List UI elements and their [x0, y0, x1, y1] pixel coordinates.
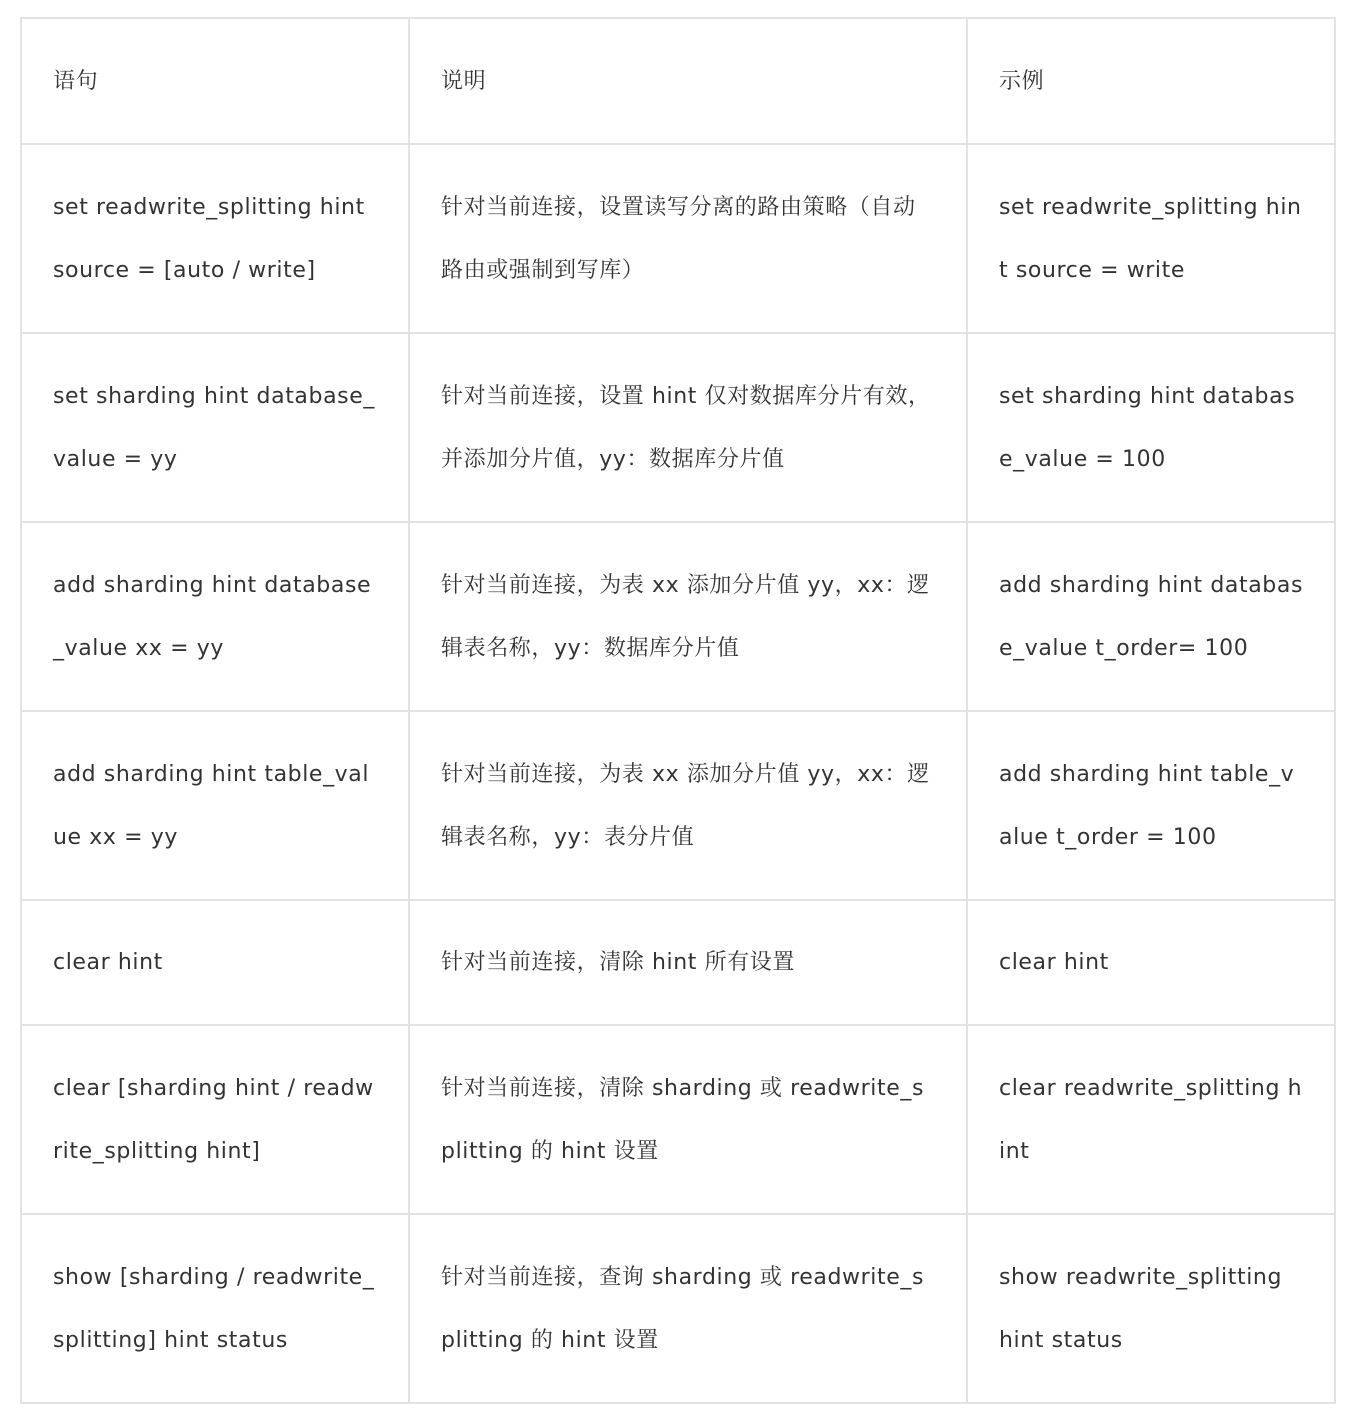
example-cell: clear readwrite_splitting hint [967, 1025, 1335, 1214]
hint-statement-table [20, 17, 1336, 1404]
table-row [21, 522, 1335, 711]
table-row [21, 1025, 1335, 1214]
statement-cell: add sharding hint table_value xx = yy [21, 711, 409, 900]
table-header-row [21, 18, 1335, 144]
table-row [21, 144, 1335, 333]
example-cell: clear hint [967, 900, 1335, 1025]
table-row [21, 1214, 1335, 1403]
statement-cell: show [sharding / readwrite_splitting] hint status [21, 1214, 409, 1403]
description-cell: 针对当前连接，查询 sharding 或 readwrite_splitting 的 hint 设置 [409, 1214, 967, 1403]
header-example: 示例 [967, 18, 1335, 144]
header-statement: 语句 [21, 18, 409, 144]
description-cell: 针对当前连接，设置读写分离的路由策略（自动路由或强制到写库） [409, 144, 967, 333]
statement-cell: clear hint [21, 900, 409, 1025]
statement-cell: add sharding hint database_value xx = yy [21, 522, 409, 711]
header-description: 说明 [409, 18, 967, 144]
description-cell: 针对当前连接，清除 hint 所有设置 [409, 900, 967, 1025]
description-cell: 针对当前连接，设置 hint 仅对数据库分片有效，并添加分片值，yy：数据库分片值 [409, 333, 967, 522]
example-cell: add sharding hint table_value t_order = 100 [967, 711, 1335, 900]
statement-cell: clear [sharding hint / readwrite_splitting hint] [21, 1025, 409, 1214]
example-cell: set sharding hint database_value = 100 [967, 333, 1335, 522]
description-cell: 针对当前连接，为表 xx 添加分片值 yy，xx：逻辑表名称，yy：表分片值 [409, 711, 967, 900]
table-row [21, 711, 1335, 900]
example-cell: show readwrite_splitting hint status [967, 1214, 1335, 1403]
example-cell: add sharding hint database_value t_order= 100 [967, 522, 1335, 711]
table-row [21, 900, 1335, 1025]
example-cell: set readwrite_splitting hint source = write [967, 144, 1335, 333]
description-cell: 针对当前连接，为表 xx 添加分片值 yy，xx：逻辑表名称，yy：数据库分片值 [409, 522, 967, 711]
description-cell: 针对当前连接，清除 sharding 或 readwrite_splitting 的 hint 设置 [409, 1025, 967, 1214]
table-row [21, 333, 1335, 522]
statement-cell: set readwrite_splitting hint source = [auto / write] [21, 144, 409, 333]
statement-cell: set sharding hint database_value = yy [21, 333, 409, 522]
